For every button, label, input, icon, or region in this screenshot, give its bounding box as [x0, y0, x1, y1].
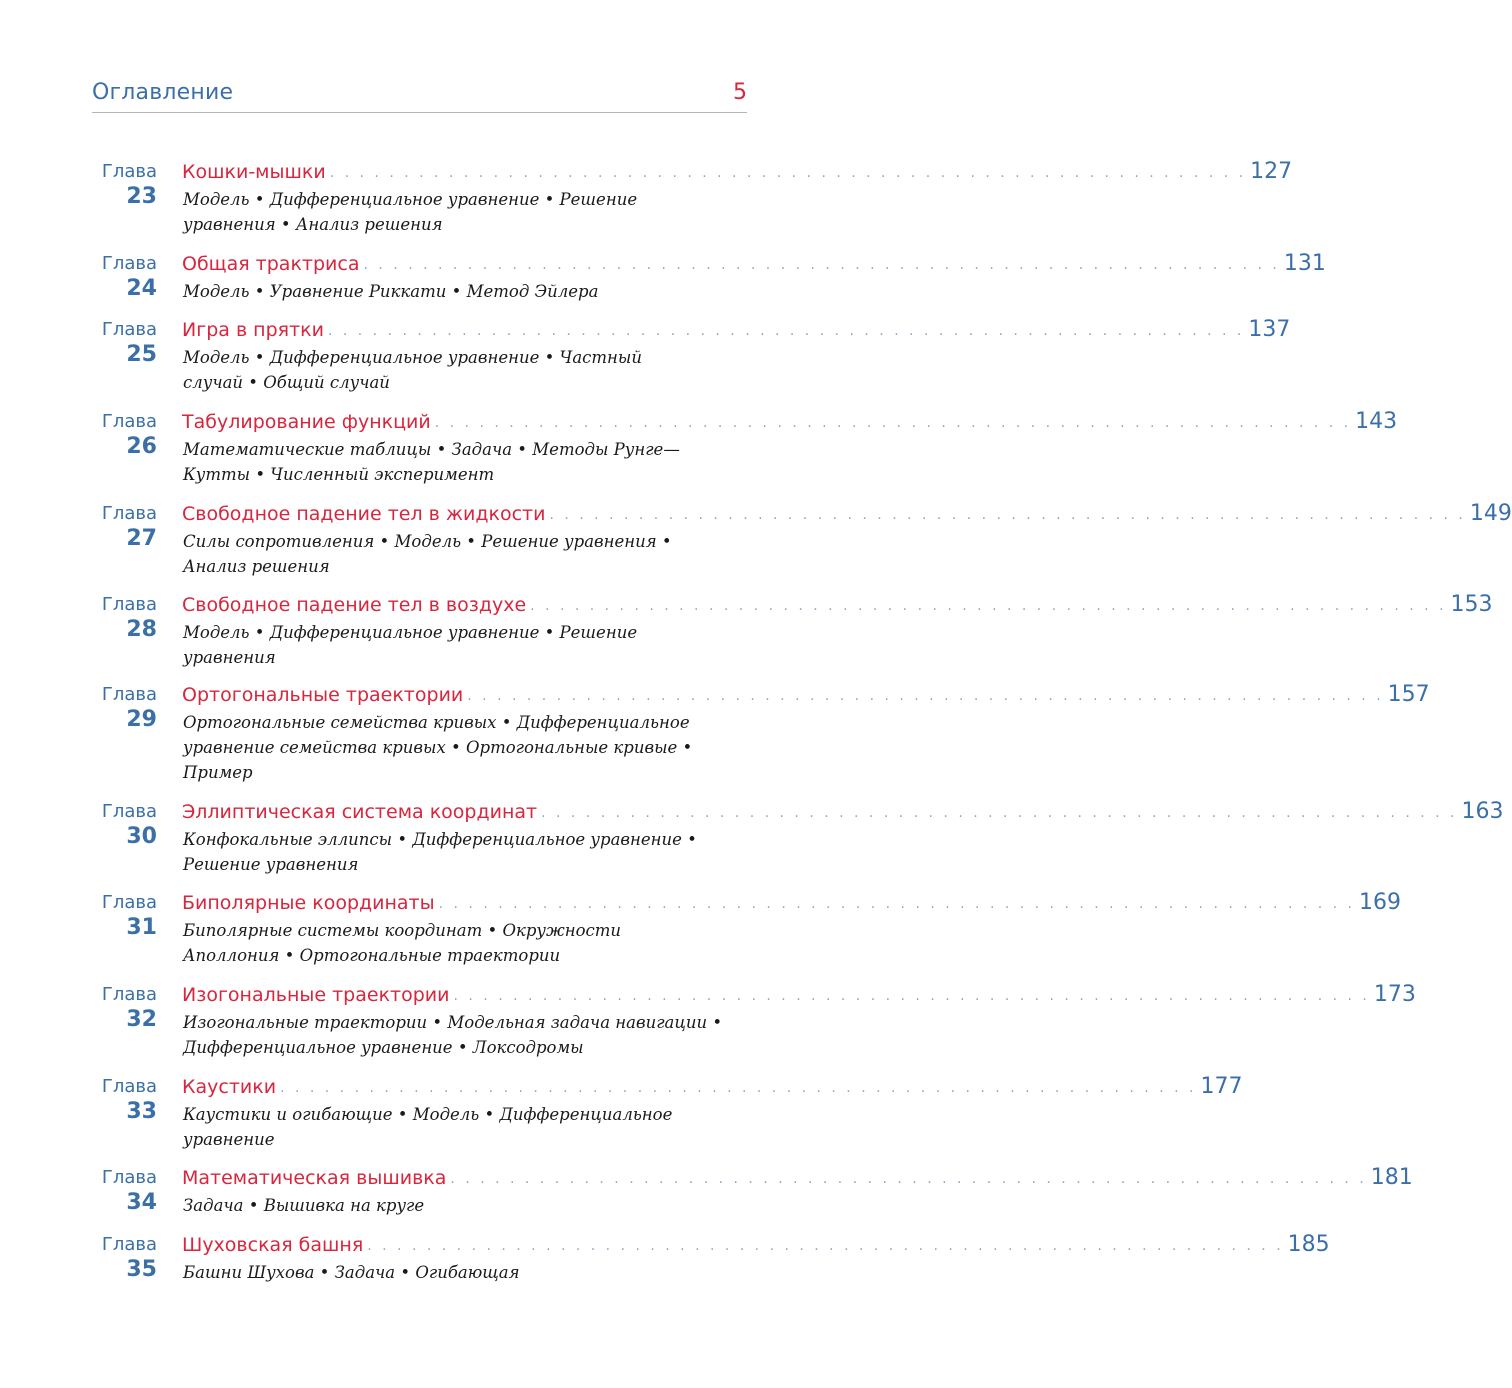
entry-description: Ортогональные семейства кривых • Дифференциальное уравнение семейства кривых • Ортогональные кривые • Пример: [183, 713, 693, 782]
entry-title-link[interactable]: Математическая вышивка: [182, 1167, 447, 1189]
chapter-number: 32: [126, 1007, 157, 1032]
entry-title-link[interactable]: Шуховская башня: [182, 1234, 364, 1256]
chapter-label: Глава: [101, 1076, 157, 1097]
chapter-number: 35: [126, 1257, 157, 1282]
entry-page-number[interactable]: 153: [1450, 592, 1493, 617]
entry-title-link[interactable]: Эллиптическая система координат: [182, 801, 538, 823]
entry-title-line[interactable]: [182, 1232, 1330, 1258]
entry-title-line[interactable]: [182, 159, 1293, 185]
entry-page-number[interactable]: 127: [1250, 159, 1293, 184]
entry-title-link[interactable]: Ортогональные траектории: [182, 684, 464, 706]
entry-title-link[interactable]: Общая трактриса: [182, 253, 360, 275]
dot-leader: . . . . . . . . . . . . . . . . . . . . . . . . . . . . . . . . . . . . . . . . . . . . . . . . . . . . . . . . . . . . . .: [434, 415, 1352, 431]
dot-leader: . . . . . . . . . . . . . . . . . . . . . . . . . . . . . . . . . . . . . . . . . . . . . . . . . . . . . . . . . . . . . .: [530, 598, 1447, 614]
entry-description: Модель • Дифференциальное уравнение • Частный случай • Общий случай: [183, 348, 642, 392]
entry-title-line[interactable]: [182, 317, 1291, 343]
chapter-label: Глава: [101, 1234, 157, 1255]
entry-page-number[interactable]: 149: [1469, 501, 1512, 526]
entry-description: Математические таблицы • Задача • Методы Рунге—Кутты • Численный эксперимент: [183, 440, 680, 484]
entry-title-link[interactable]: Изогональные траектории: [182, 984, 450, 1006]
chapter-label: Глава: [101, 801, 157, 822]
chapter-number: 24: [126, 276, 157, 301]
chapter-label: Глава: [101, 684, 157, 705]
chapter-label: Глава: [101, 1167, 157, 1188]
entry-description: Задача • Вышивка на круге: [183, 1196, 425, 1215]
entry-title-line[interactable]: [182, 1074, 1243, 1100]
chapter-number: 23: [126, 184, 157, 209]
dot-leader: . . . . . . . . . . . . . . . . . . . . . . . . . . . . . . . . . . . . . . . . . . . . . . . . . . . . . . . . . . . . . .: [450, 1171, 1367, 1187]
dot-leader: . . . . . . . . . . . . . . . . . . . . . . . . . . . . . . . . . . . . . . . . . . . . . . . . . . . . . . . . . . . . . .: [329, 165, 1247, 181]
entry-page-number[interactable]: 169: [1359, 890, 1401, 915]
entry-page-number[interactable]: 181: [1370, 1165, 1413, 1190]
dot-leader: . . . . . . . . . . . . . . . . . . . . . . . . . . . . . . . . . . . . . . . . . . . . . . . . . . . . . . . . . . . . . .: [453, 988, 1370, 1004]
dot-leader: . . . . . . . . . . . . . . . . . . . . . . . . . . . . . . . . . . . . . . . . . . . . . . . . . . . . . . . . . . . . . .: [467, 688, 1384, 704]
entry-description: Биполярные системы координат • Окружности Аполлония • Ортогональные траектории: [183, 921, 622, 965]
dot-leader: . . . . . . . . . . . . . . . . . . . . . . . . . . . . . . . . . . . . . . . . . . . . . . . . . . . . . . . . . . . . . .: [367, 1238, 1284, 1254]
entry-page-number[interactable]: 137: [1248, 317, 1291, 342]
running-header: [92, 80, 747, 113]
chapter-number: 27: [126, 526, 157, 551]
entry-description: Каустики и огибающие • Модель • Дифференциальное уравнение: [183, 1105, 673, 1149]
entry-title-line[interactable]: [182, 982, 1416, 1008]
entry-title-line[interactable]: [182, 799, 1504, 825]
chapter-number: 34: [126, 1190, 157, 1215]
entry-page-number[interactable]: 177: [1200, 1074, 1243, 1099]
entry-title-link[interactable]: Игра в прятки: [182, 319, 324, 341]
entry-description: Конфокальные эллипсы • Дифференциальное уравнение • Решение уравнения: [183, 830, 697, 874]
chapter-label: Глава: [101, 594, 157, 615]
entry-page-number[interactable]: 131: [1283, 251, 1326, 276]
entry-page-number[interactable]: 143: [1355, 409, 1398, 434]
entry-description: Модель • Дифференциальное уравнение • Решение уравнения • Анализ решения: [183, 190, 638, 234]
chapter-number: 31: [126, 915, 157, 940]
chapter-label: Глава: [101, 319, 157, 340]
entry-page-number[interactable]: 185: [1287, 1232, 1330, 1257]
entry-page-number[interactable]: 173: [1373, 982, 1416, 1007]
dot-leader: . . . . . . . . . . . . . . . . . . . . . . . . . . . . . . . . . . . . . . . . . . . . . . . . . . . . . . . . . . . . . .: [549, 507, 1466, 523]
dot-leader: . . . . . . . . . . . . . . . . . . . . . . . . . . . . . . . . . . . . . . . . . . . . . . . . . . . . . . . . . . . . . .: [280, 1080, 1197, 1096]
entry-title-line[interactable]: [182, 251, 1326, 277]
entry-title-line[interactable]: [182, 1165, 1413, 1191]
chapter-number: 30: [126, 824, 157, 849]
header-title: Оглавление: [92, 80, 234, 105]
entry-title-line[interactable]: [182, 409, 1398, 435]
entry-title-link[interactable]: Биполярные координаты: [182, 892, 435, 914]
header-page-number: 5: [733, 80, 747, 105]
entry-description: Модель • Дифференциальное уравнение • Решение уравнения: [183, 623, 638, 667]
entry-title-line[interactable]: [182, 682, 1430, 708]
chapter-number: 28: [126, 617, 157, 642]
entry-page-number[interactable]: 157: [1387, 682, 1430, 707]
entry-page-number[interactable]: 163: [1461, 799, 1504, 824]
entry-title-link[interactable]: Свободное падение тел в воздухе: [182, 594, 527, 616]
chapter-label: Глава: [101, 161, 157, 182]
entry-description: Башни Шухова • Задача • Огибающая: [183, 1263, 520, 1282]
chapter-number: 33: [126, 1099, 157, 1124]
chapter-label: Глава: [101, 984, 157, 1005]
entry-title-link[interactable]: Каустики: [182, 1076, 277, 1098]
chapter-label: Глава: [101, 253, 157, 274]
entry-description: Модель • Уравнение Риккати • Метод Эйлера: [183, 282, 599, 301]
entry-title-link[interactable]: Табулирование функций: [182, 411, 431, 433]
dot-leader: . . . . . . . . . . . . . . . . . . . . . . . . . . . . . . . . . . . . . . . . . . . . . . . . . . . . . . . . . . . . . .: [541, 805, 1458, 821]
entry-title-line[interactable]: [182, 592, 1493, 618]
chapter-label: Глава: [101, 411, 157, 432]
entry-title-line[interactable]: [182, 890, 1401, 916]
chapter-number: 25: [126, 342, 157, 367]
chapter-label: Глава: [101, 892, 157, 913]
entry-title-link[interactable]: Свободное падение тел в жидкости: [182, 503, 546, 525]
entry-description: Силы сопротивления • Модель • Решение уравнения • Анализ решения: [183, 532, 672, 576]
dot-leader: . . . . . . . . . . . . . . . . . . . . . . . . . . . . . . . . . . . . . . . . . . . . . . . . . . . . . . . . . . . . . .: [438, 896, 1355, 912]
entry-title-line[interactable]: [182, 501, 1512, 527]
chapter-number: 29: [126, 707, 157, 732]
dot-leader: . . . . . . . . . . . . . . . . . . . . . . . . . . . . . . . . . . . . . . . . . . . . . . . . . . . . . . . . . . . . . .: [363, 257, 1280, 273]
chapter-number: 26: [126, 434, 157, 459]
entry-title-link[interactable]: Кошки-мышки: [182, 161, 326, 183]
entry-description: Изогональные траектории • Модельная задача навигации • Дифференциальное уравнение • Локсодромы: [183, 1013, 723, 1057]
chapter-label: Глава: [101, 503, 157, 524]
dot-leader: . . . . . . . . . . . . . . . . . . . . . . . . . . . . . . . . . . . . . . . . . . . . . . . . . . . . . . . . . . . . . .: [327, 323, 1245, 339]
